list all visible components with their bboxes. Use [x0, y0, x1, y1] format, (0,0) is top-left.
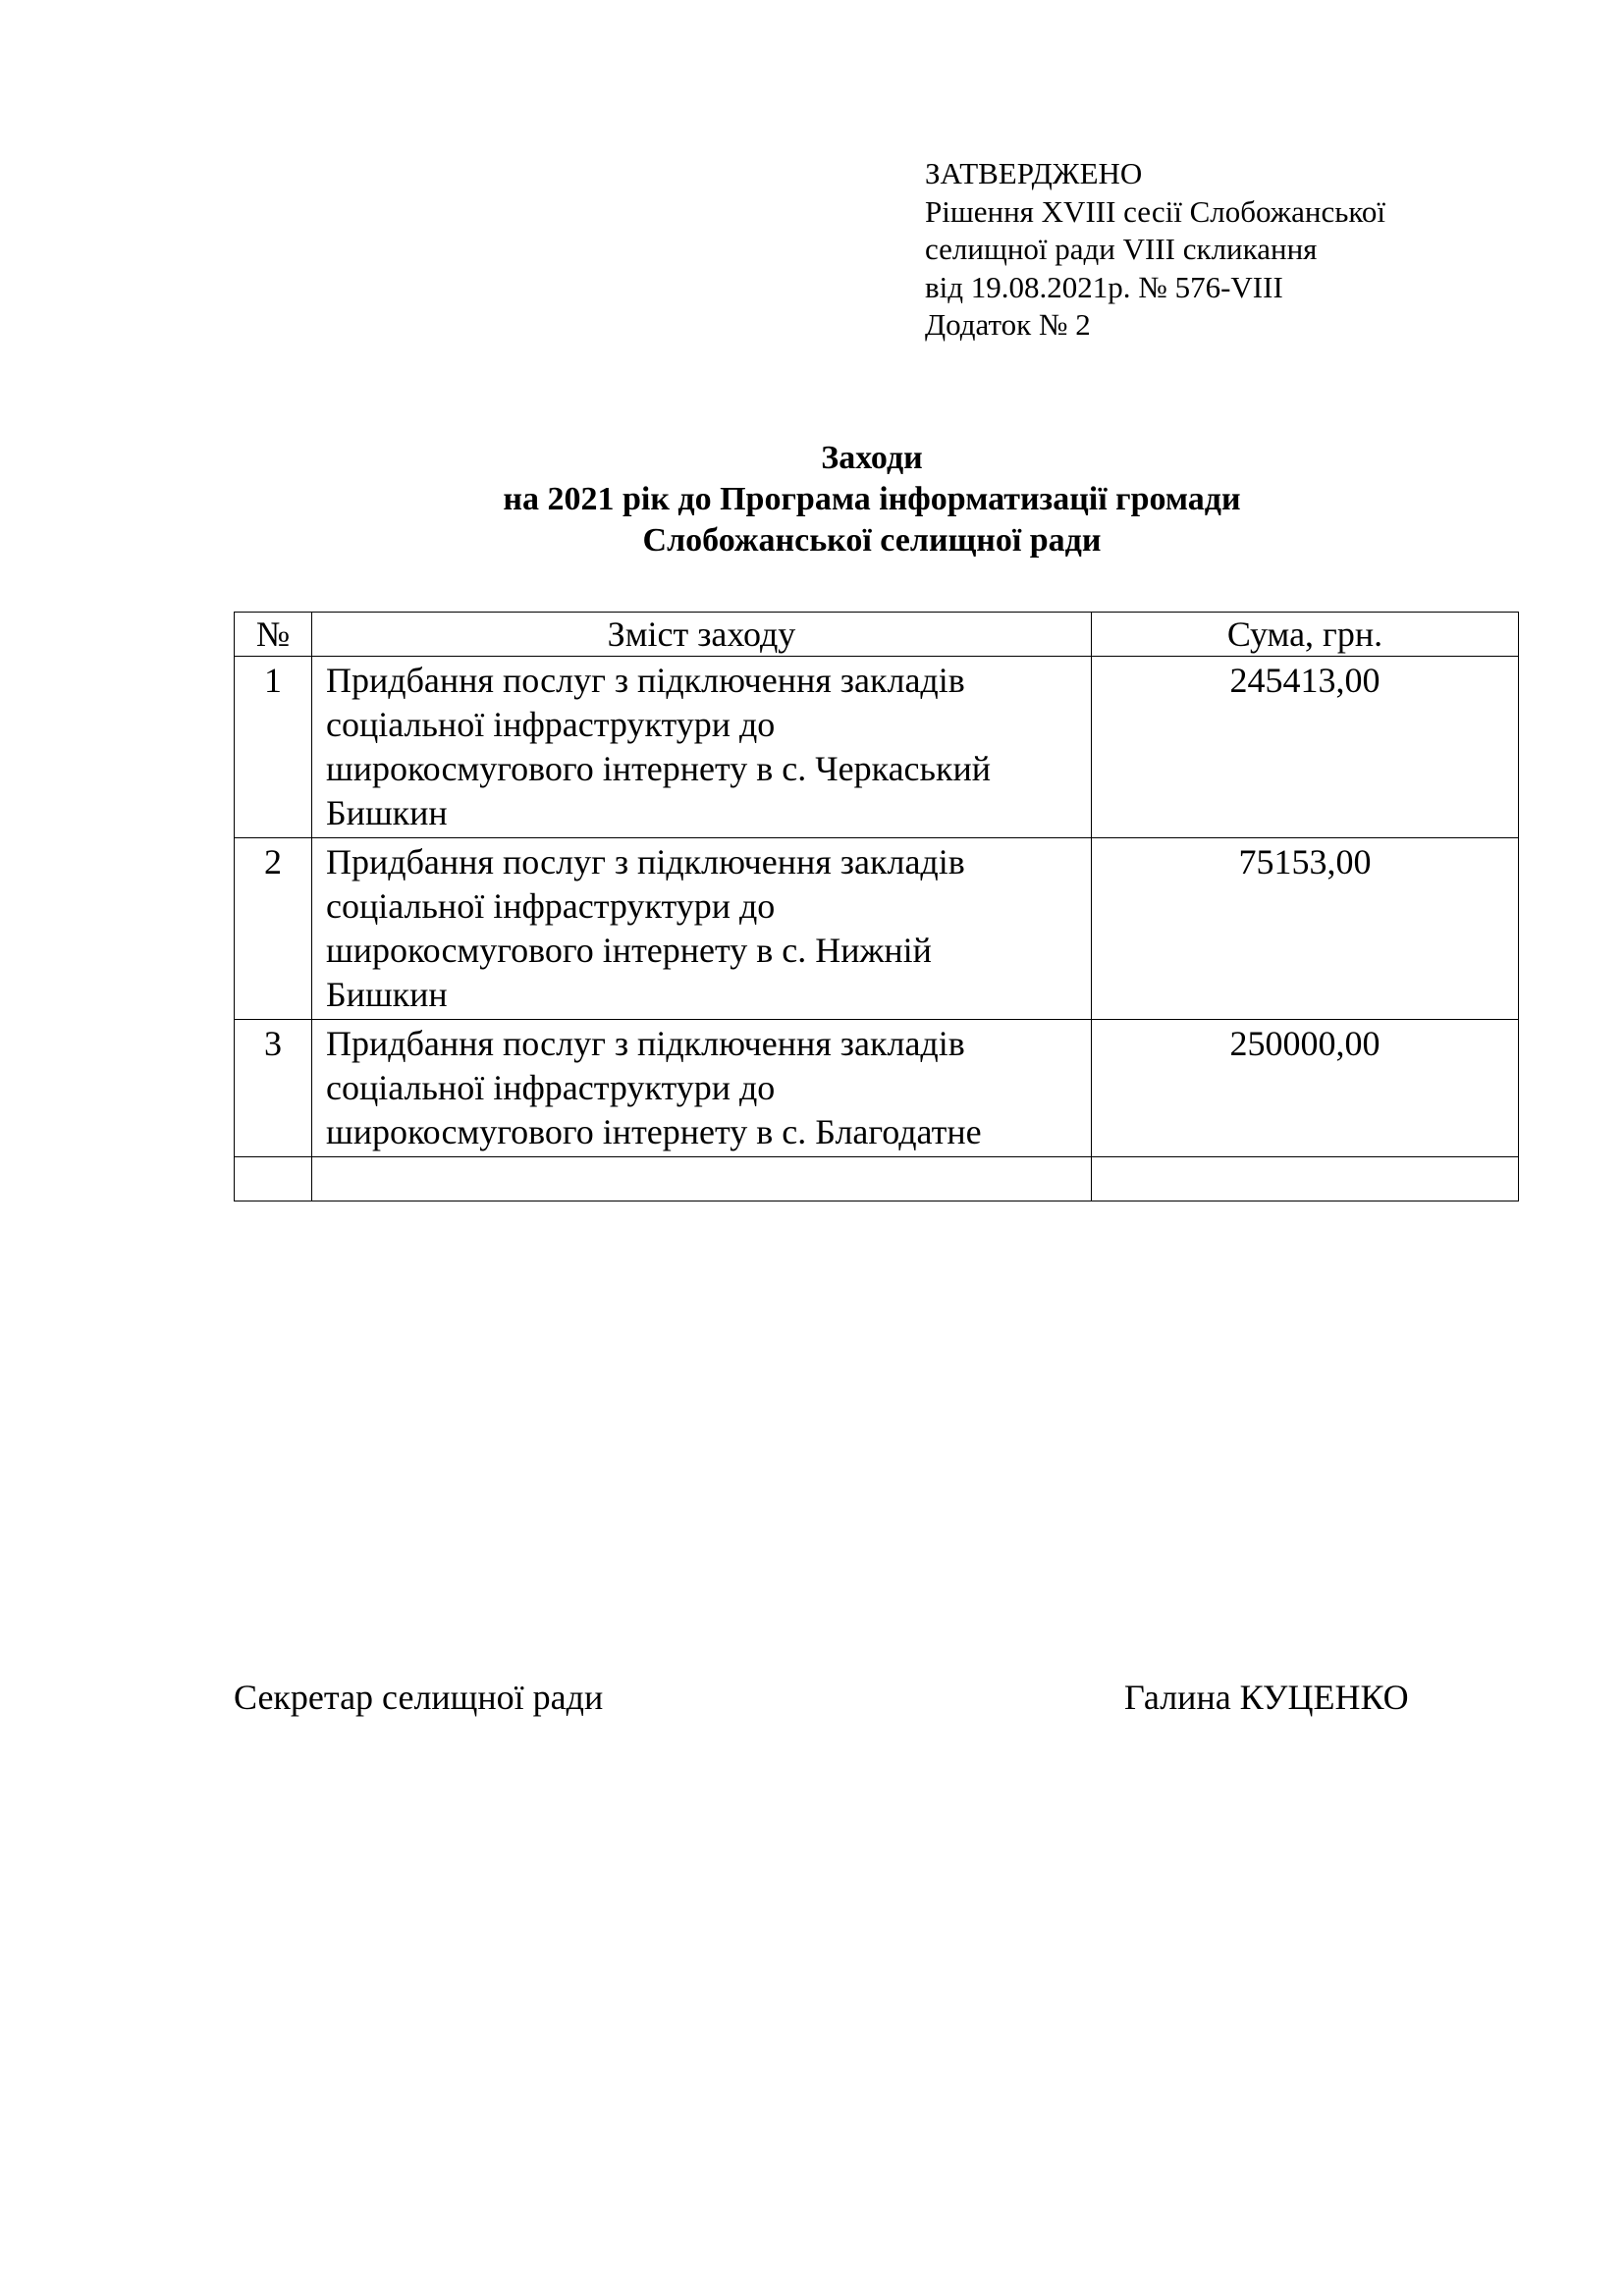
signature-position: Секретар селищної ради [234, 1678, 604, 1717]
header-number: № [235, 613, 312, 657]
title-line-3: Слобожанської селищної ради [642, 522, 1102, 559]
approval-heading: ЗАТВЕРДЖЕНО [925, 156, 1143, 190]
row-content-line: Придбання послуг з підключення закладів [326, 661, 965, 700]
empty-cell [235, 1157, 312, 1201]
document-title [0, 438, 1624, 561]
table-row-empty [235, 1157, 1519, 1201]
row-content [312, 657, 1092, 838]
header-content: Зміст заходу [312, 613, 1092, 657]
row-content [312, 1020, 1092, 1157]
measures-table [234, 612, 1519, 1201]
row-content-line: соціальної інфраструктури до [326, 1068, 776, 1107]
approval-date-number: від 19.08.2021р. № 576-VIII [925, 269, 1283, 304]
approval-council: селищної ради VIII скликання [925, 232, 1318, 266]
row-content-line: Бишкин [326, 793, 448, 832]
row-content-line: широкосмугового інтернету в с. Черкаський [326, 749, 991, 788]
row-content [312, 838, 1092, 1020]
table-row [235, 1020, 1519, 1157]
row-content-line: широкосмугового інтернету в с. Благодатне [326, 1112, 982, 1151]
row-number: 2 [235, 838, 312, 1020]
table-row [235, 838, 1519, 1020]
approval-stamp [925, 155, 1385, 345]
row-content-line: соціальної інфраструктури до [326, 705, 776, 744]
row-content-line: Придбання послуг з підключення закладів [326, 842, 965, 881]
approval-decision: Рішення XVIII сесії Слобожанської [925, 193, 1385, 229]
row-sum: 245413,00 [1092, 657, 1519, 838]
row-number: 1 [235, 657, 312, 838]
title-line-1: Заходи [821, 440, 923, 476]
empty-cell [312, 1157, 1092, 1201]
row-content-line: Придбання послуг з підключення закладів [326, 1024, 965, 1063]
row-sum: 250000,00 [1092, 1020, 1519, 1157]
empty-cell [1092, 1157, 1519, 1201]
row-content-line: широкосмугового інтернету в с. Нижній [326, 931, 932, 970]
table-header-row [235, 613, 1519, 657]
title-line-2: на 2021 рік до Програма інформатизації громади [503, 481, 1241, 517]
table-row [235, 657, 1519, 838]
row-sum: 75153,00 [1092, 838, 1519, 1020]
row-content-line: Бишкин [326, 975, 448, 1014]
row-number: 3 [235, 1020, 312, 1157]
header-sum: Сума, грн. [1092, 613, 1519, 657]
row-content-line: соціальної інфраструктури до [326, 886, 776, 926]
approval-appendix: Додаток № 2 [925, 307, 1091, 342]
signature-name: Галина КУЦЕНКО [1124, 1678, 1409, 1717]
